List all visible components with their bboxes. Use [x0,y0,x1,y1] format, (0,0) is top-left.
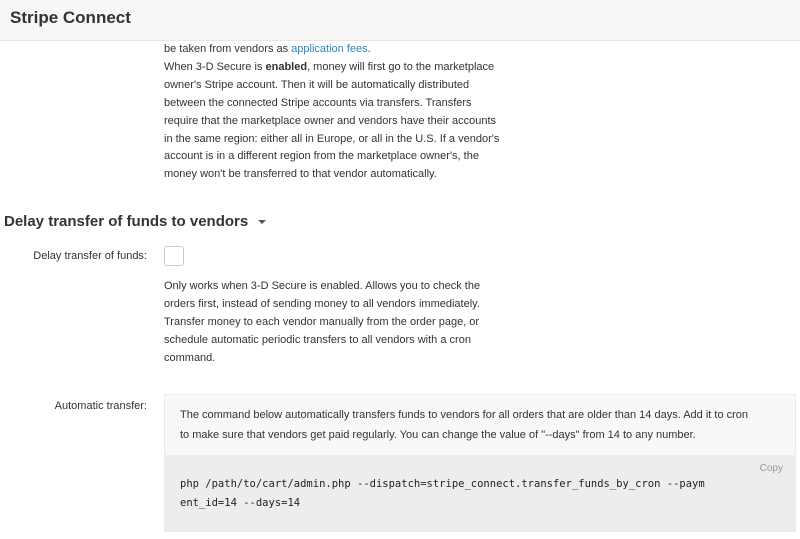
code-line: ent_id=14 --days=14 [180,497,301,509]
description-line: to make sure that vendors get paid regularly. You can change the value of "--days" from 14 to any number. [180,429,696,441]
copy-button[interactable]: Copy [759,463,783,474]
delay-transfer-label: Delay transfer of funds: [33,250,147,262]
automatic-transfer-label: Automatic transfer: [54,400,147,412]
intro-line [164,59,499,77]
cron-command-block[interactable] [165,455,795,531]
automatic-transfer-box [164,394,796,532]
help-line: command. [164,351,216,364]
intro-text-segment: , money will first go to the marketplace [307,60,495,73]
code-line: php /path/to/cart/admin.php --dispatch=stripe_connect.transfer_funds_by_cron --paym [180,478,705,490]
section-title: Delay transfer of funds to vendors [4,213,249,230]
page-title: Stripe Connect [10,8,131,27]
intro-line: between the connected Stripe accounts via transfers. Transfers [164,96,472,109]
section-toggle-delay-transfer[interactable] [4,213,266,230]
intro-text-segment: . [367,43,371,55]
help-line: Transfer money to each vendor manually from the order page, or [164,315,480,328]
help-line: orders first, instead of sending money to all vendors immediately. [164,297,480,310]
intro-line: owner's Stripe account. Then it will be automatically distributed [164,78,470,91]
intro-text-segment: be taken from vendors as [164,43,292,55]
help-line: schedule automatic periodic transfers to all vendors with a cron [164,333,471,346]
automatic-transfer-description [180,405,780,445]
intro-line [164,41,499,59]
help-line: Only works when 3-D Secure is enabled. Allows you to check the [164,280,481,292]
page-header [0,0,800,41]
application-fees-link[interactable]: application fees [291,43,368,55]
delay-transfer-checkbox[interactable] [164,246,184,266]
intro-text [164,41,499,184]
delay-transfer-help [164,278,480,368]
intro-line: money won't be transferred to that vendor automatically. [164,168,437,181]
intro-line: in the same region: either all in Europe, or all in the U.S. If a vendor's [164,132,500,145]
caret-down-icon [258,220,266,224]
intro-line: require that the marketplace owner and vendors have their accounts [164,114,497,127]
cron-command-code[interactable] [180,475,705,513]
intro-text-segment: When 3-D Secure is [164,60,266,73]
description-line: The command below automatically transfers funds to vendors for all orders that are older than 14 days. Add it to cron [180,409,749,421]
intro-bold-text: enabled [265,60,308,73]
intro-line: account is in a different region from the marketplace owner's, the [164,150,479,163]
